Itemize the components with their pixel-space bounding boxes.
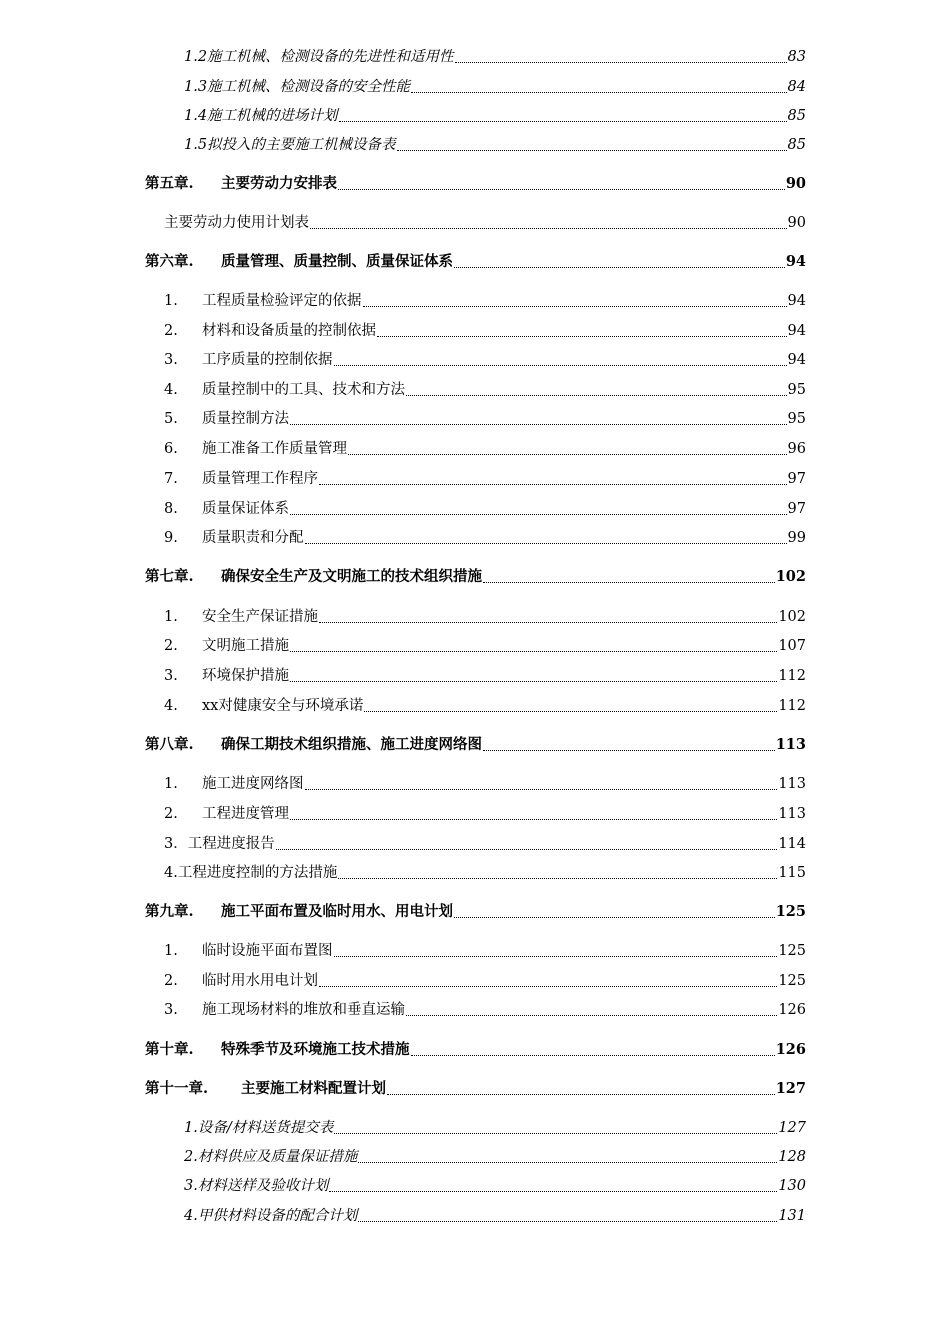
toc-entry-title: 施工现场材料的堆放和垂直运输 [202,1002,405,1018]
toc-entry-title: 1.设备/材料送货提交表 [184,1120,334,1136]
toc-entry[interactable] [164,525,806,547]
dot-leader [454,255,785,268]
dot-leader [290,669,777,682]
toc-page-number: 102 [778,609,806,625]
toc-page-number: 127 [778,1120,806,1136]
toc-entry[interactable] [184,103,806,125]
toc-entry-number: 2. [164,638,178,654]
toc-page-number: 94 [787,352,806,368]
toc-chapter-entry[interactable] [145,564,806,586]
toc-entry-title: 1.5拟投入的主要施工机械设备表 [184,137,396,153]
toc-page-number: 85 [787,137,806,153]
toc-page-number: 113 [775,736,806,753]
toc-entry-title: 主要劳动力安排表 [221,175,337,192]
toc-entry[interactable] [184,1144,806,1166]
toc-page-number: 126 [778,1002,806,1018]
toc-entry-title: 工程进度管理 [202,806,289,822]
toc-entry-title: 主要施工材料配置计划 [241,1080,386,1097]
dot-leader [334,353,787,366]
toc-entry-title: 安全生产保证措施 [202,609,318,625]
toc-page-number: 131 [778,1208,806,1224]
toc-page-number: 115 [778,865,806,881]
toc-chapter-entry[interactable] [145,1037,806,1059]
toc-entry[interactable] [164,406,806,428]
dot-leader [276,837,778,850]
toc-entry-title: 确保工期技术组织措施、施工进度网络图 [221,736,482,753]
toc-page-number: 95 [787,411,806,427]
toc-entry-title: 3.材料送样及验收计划 [184,1178,329,1194]
toc-entry-number: 8. [164,501,178,517]
toc-page-number: 113 [778,776,806,792]
toc-page-number: 83 [787,49,806,65]
dot-leader [319,974,777,987]
toc-page-number: 99 [787,530,806,546]
toc-entry-title: 2.材料供应及质量保证措施 [184,1149,358,1165]
toc-entry-title: 工程质量检验评定的依据 [202,293,362,309]
toc-entry-number: 4. [164,698,178,714]
toc-entry-title: 临时设施平面布置图 [202,943,333,959]
dot-leader [363,294,787,307]
toc-page-number: 97 [787,471,806,487]
dot-leader [483,738,775,751]
toc-page-number: 130 [778,1178,806,1194]
toc-entry-title: 4.甲供材料设备的配合计划 [184,1208,358,1224]
toc-entry[interactable] [164,938,806,960]
toc-chapter-entry[interactable] [145,1076,806,1098]
toc-entry-number: 第十一章. [145,1080,209,1097]
dot-leader [338,866,777,879]
toc-entry-title: 施工平面布置及临时用水、用电计划 [221,903,453,920]
toc-entry-title: 文明施工措施 [202,638,289,654]
toc-entry[interactable] [184,1115,806,1137]
toc-chapter-entry[interactable] [145,171,806,193]
toc-entry-title: 1.4施工机械的进场计划 [184,108,338,124]
toc-page-number: 112 [778,668,806,684]
toc-entry[interactable] [164,436,806,458]
toc-page-number: 90 [785,175,806,192]
toc-entry-number: 1. [164,293,178,309]
toc-entry-title: 特殊季节及环境施工技术措施 [221,1041,410,1058]
dot-leader [290,412,787,425]
dot-leader [358,1150,777,1163]
toc-entry[interactable] [164,347,806,369]
dot-leader [334,944,778,957]
toc-entry[interactable] [164,968,806,990]
toc-entry[interactable] [164,831,806,853]
dot-leader [319,610,777,623]
toc-entry-title: 环境保护措施 [202,668,289,684]
toc-entry-title: 质量控制方法 [202,411,289,427]
dot-leader [406,1003,777,1016]
dot-leader [290,502,787,515]
toc-entry-title: 质量管理、质量控制、质量保证体系 [221,253,453,270]
toc-page-number: 85 [787,108,806,124]
toc-page-number: 94 [787,323,806,339]
toc-entry-number: 第七章. [145,568,194,585]
toc-page-number: 113 [778,806,806,822]
toc-page-number: 90 [787,215,806,231]
dot-leader [290,807,777,820]
toc-page-number: 97 [787,501,806,517]
toc-chapter-entry[interactable] [145,732,806,754]
toc-entry-number: 第六章. [145,253,194,270]
toc-entry[interactable] [164,663,806,685]
dot-leader [339,109,787,122]
toc-page-number: 95 [787,382,806,398]
toc-entry[interactable] [164,801,806,823]
toc-entry[interactable] [164,466,806,488]
toc-entry-title: 4.工程进度控制的方法措施 [164,865,338,881]
toc-page-number: 94 [785,253,806,270]
toc-entry[interactable] [164,997,806,1019]
toc-entry[interactable] [164,693,806,715]
toc-entry[interactable] [184,74,806,96]
toc-entry-title: 1.2施工机械、检测设备的先进性和适用性 [184,49,454,65]
toc-entry-title: 质量管理工作程序 [202,471,318,487]
dot-leader [454,905,775,918]
toc-entry-title: 材料和设备质量的控制依据 [202,323,376,339]
toc-entry-number: 第十章. [145,1041,194,1058]
toc-entry-title: 质量职责和分配 [202,530,304,546]
toc-entry[interactable] [164,377,806,399]
toc-chapter-entry[interactable] [145,899,806,921]
toc-entry[interactable] [164,771,806,793]
toc-entry-number: 9. [164,530,178,546]
toc-entry-number: 1. [164,943,178,959]
toc-entry-number: 2. [164,973,178,989]
toc-entry[interactable] [184,132,806,154]
toc-entry[interactable] [164,604,806,626]
dot-leader [358,1209,777,1222]
dot-leader [334,1121,777,1134]
toc-entry-number: 6. [164,441,178,457]
toc-page-number: 128 [778,1149,806,1165]
dot-leader [348,442,787,455]
toc-entry[interactable] [164,633,806,655]
toc-page-number: 125 [775,903,806,920]
toc-entry-number: 7. [164,471,178,487]
toc-entry-title: xx对健康安全与环境承诺 [202,698,364,714]
toc-page-number: 125 [778,973,806,989]
dot-leader [338,177,785,190]
toc-entry-number: 1. [164,776,178,792]
dot-leader [411,1043,775,1056]
dot-leader [387,1082,775,1095]
toc-entry-number: 3. [164,1002,178,1018]
toc-page-number: 107 [778,638,806,654]
toc-entry[interactable] [184,44,806,66]
toc-entry-title: 质量保证体系 [202,501,289,517]
toc-page-number: 114 [778,836,806,852]
toc-entry-number: 1. [164,609,178,625]
toc-entry[interactable] [164,288,806,310]
toc-entry-title: 3．工程进度报告 [164,836,275,852]
dot-leader [329,1179,777,1192]
toc-entry-title: 主要劳动力使用计划表 [164,215,309,231]
toc-chapter-entry[interactable] [145,249,806,271]
dot-leader [310,216,787,229]
toc-entry-number: 3. [164,668,178,684]
toc-entry-title: 确保安全生产及文明施工的技术组织措施 [221,568,482,585]
toc-entry-title: 工序质量的控制依据 [202,352,333,368]
toc-entry[interactable] [164,860,806,882]
dot-leader [411,80,786,93]
dot-leader [305,777,778,790]
toc-entry-number: 2. [164,806,178,822]
toc-entry-number: 3. [164,352,178,368]
toc-page-number: 84 [787,79,806,95]
toc-page-number: 127 [775,1080,806,1097]
dot-leader [364,699,777,712]
toc-entry[interactable] [164,496,806,518]
toc-page-number: 112 [778,698,806,714]
dot-leader [455,50,787,63]
toc-entry-title: 施工准备工作质量管理 [202,441,347,457]
toc-entry-title: 质量控制中的工具、技术和方法 [202,382,405,398]
dot-leader [483,570,775,583]
toc-entry[interactable] [184,1203,806,1225]
toc-entry[interactable] [184,1173,806,1195]
dot-leader [319,472,787,485]
toc-entry-number: 2. [164,323,178,339]
toc-page-number: 94 [787,293,806,309]
dot-leader [377,324,787,337]
toc-entry[interactable] [164,210,806,232]
dot-leader [290,639,777,652]
dot-leader [406,383,787,396]
toc-entry-title: 1.3施工机械、检测设备的安全性能 [184,79,411,95]
toc-entry-number: 第八章. [145,736,194,753]
toc-page-number: 96 [787,441,806,457]
dot-leader [397,138,787,151]
toc-entry-title: 施工进度网络图 [202,776,304,792]
toc-entry[interactable] [164,318,806,340]
toc-entry-number: 第五章. [145,175,194,192]
toc-entry-number: 第九章. [145,903,194,920]
toc-entry-title: 临时用水用电计划 [202,973,318,989]
toc-page-number: 125 [778,943,806,959]
toc-entry-number: 4. [164,382,178,398]
toc-entry-number: 5. [164,411,178,427]
toc-page-number: 102 [775,568,806,585]
toc-page-number: 126 [775,1041,806,1058]
dot-leader [305,531,787,544]
